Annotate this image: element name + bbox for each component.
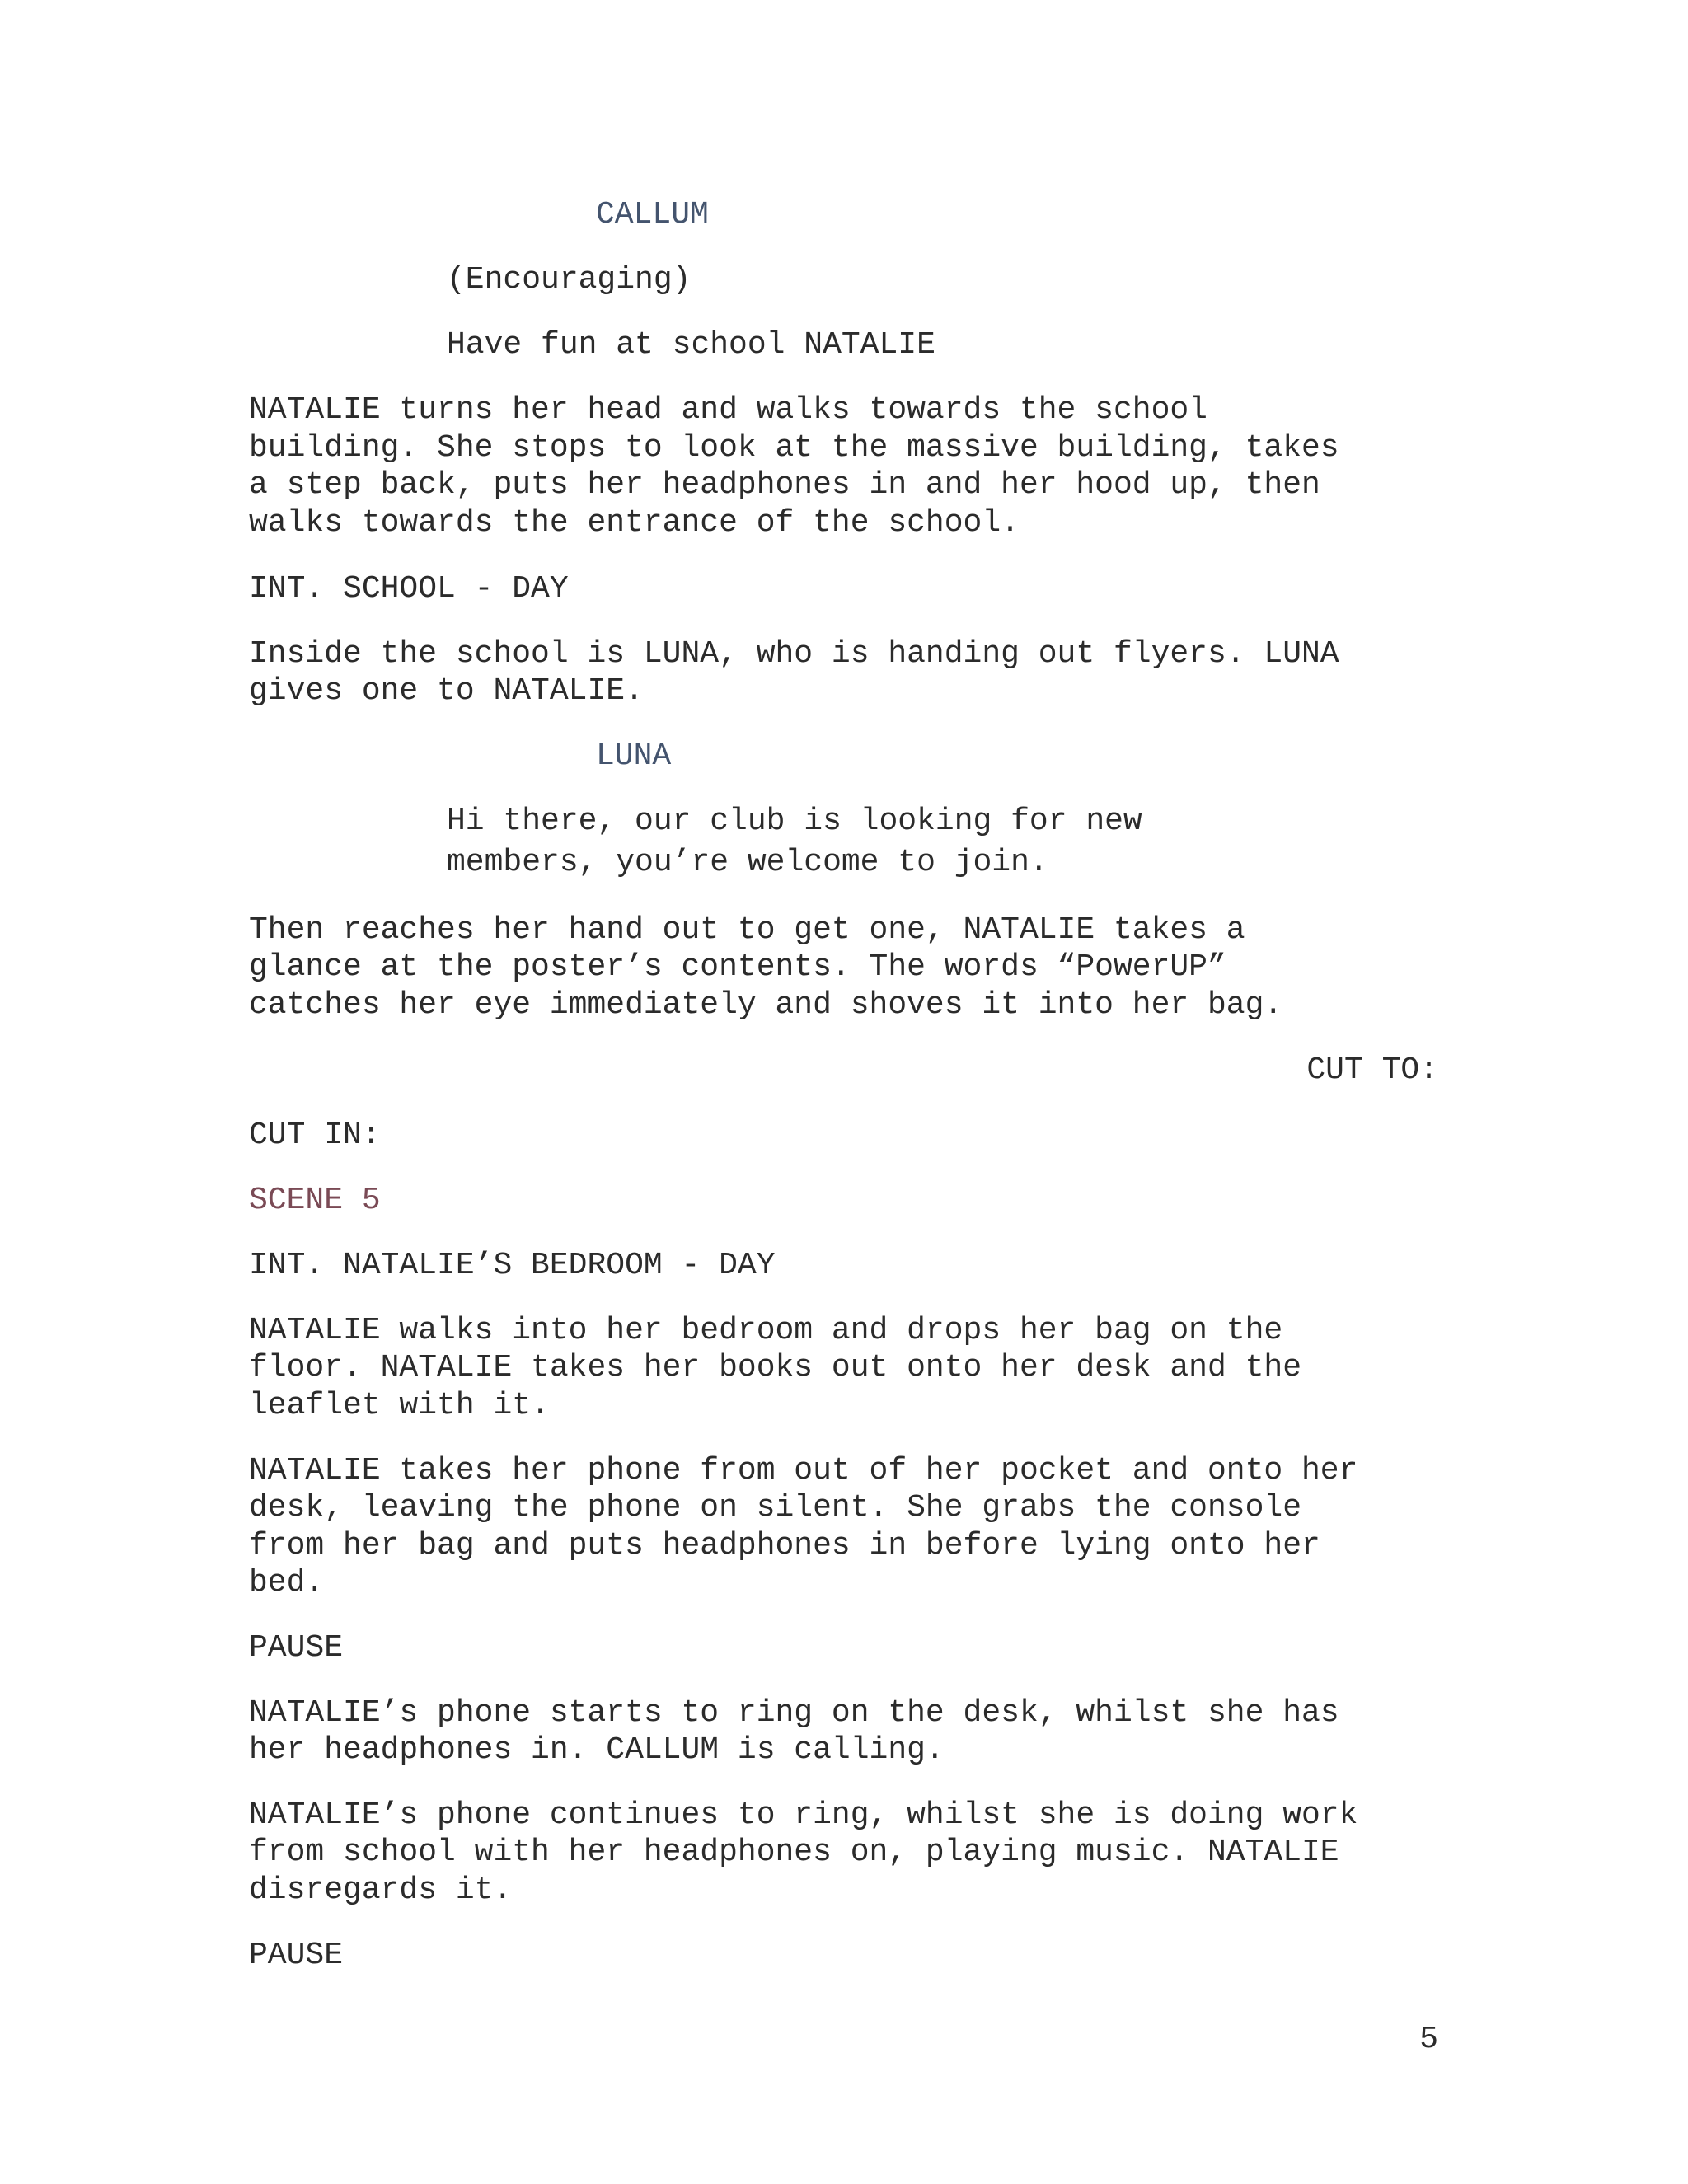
action-line: NATALIE’s phone continues to ring, whilst she is doing work — [249, 1797, 1358, 1833]
action-line: Then reaches her hand out to get one, NATALIE takes a — [249, 912, 1245, 948]
page-number: 5 — [1419, 2022, 1438, 2057]
transition: CUT TO: — [1306, 1052, 1438, 1088]
scene-number: SCENE 5 — [249, 1183, 381, 1218]
scene-heading: INT. NATALIE’S BEDROOM - DAY — [249, 1248, 776, 1283]
dialogue-line: Have fun at school NATALIE — [447, 327, 935, 363]
dialogue-line: members, you’re welcome to join. — [447, 845, 1048, 880]
action-line: leaflet with it. — [249, 1388, 550, 1423]
action-line: walks towards the entrance of the school. — [249, 505, 1020, 541]
action-line: from school with her headphones on, playing music. NATALIE — [249, 1835, 1339, 1870]
pause-direction: PAUSE — [249, 1630, 344, 1666]
action-line: disregards it. — [249, 1872, 513, 1908]
action-line: NATALIE turns her head and walks towards the school — [249, 392, 1207, 428]
action-line: building. She stops to look at the massive building, takes — [249, 430, 1339, 466]
action-line: bed. — [249, 1565, 325, 1601]
action-line: desk, leaving the phone on silent. She grabs the console — [249, 1490, 1302, 1526]
action-line: from her bag and puts headphones in before lying onto her — [249, 1528, 1320, 1563]
action-line: her headphones in. CALLUM is calling. — [249, 1732, 945, 1768]
action-line: Inside the school is LUNA, who is handing out flyers. LUNA — [249, 636, 1339, 672]
character-cue-luna: LUNA — [596, 738, 672, 774]
pause-direction: PAUSE — [249, 1938, 344, 1973]
dialogue-line: Hi there, our club is looking for new — [447, 804, 1142, 839]
parenthetical: (Encouraging) — [447, 262, 692, 298]
action-line: NATALIE walks into her bedroom and drops her bag on the — [249, 1313, 1283, 1348]
action-line: NATALIE takes her phone from out of her pocket and onto her — [249, 1453, 1358, 1488]
action-line: glance at the poster’s contents. The words “PowerUP” — [249, 949, 1226, 985]
action-line: NATALIE’s phone starts to ring on the desk, whilst she has — [249, 1695, 1339, 1731]
character-cue-callum: CALLUM — [596, 197, 709, 232]
action-line: a step back, puts her headphones in and her hood up, then — [249, 467, 1320, 503]
transition-cut-in: CUT IN: — [249, 1118, 381, 1153]
action-line: gives one to NATALIE. — [249, 673, 644, 709]
action-line: floor. NATALIE takes her books out onto her desk and the — [249, 1350, 1302, 1385]
action-line: catches her eye immediately and shoves it into her bag. — [249, 987, 1283, 1023]
scene-heading: INT. SCHOOL - DAY — [249, 571, 569, 607]
